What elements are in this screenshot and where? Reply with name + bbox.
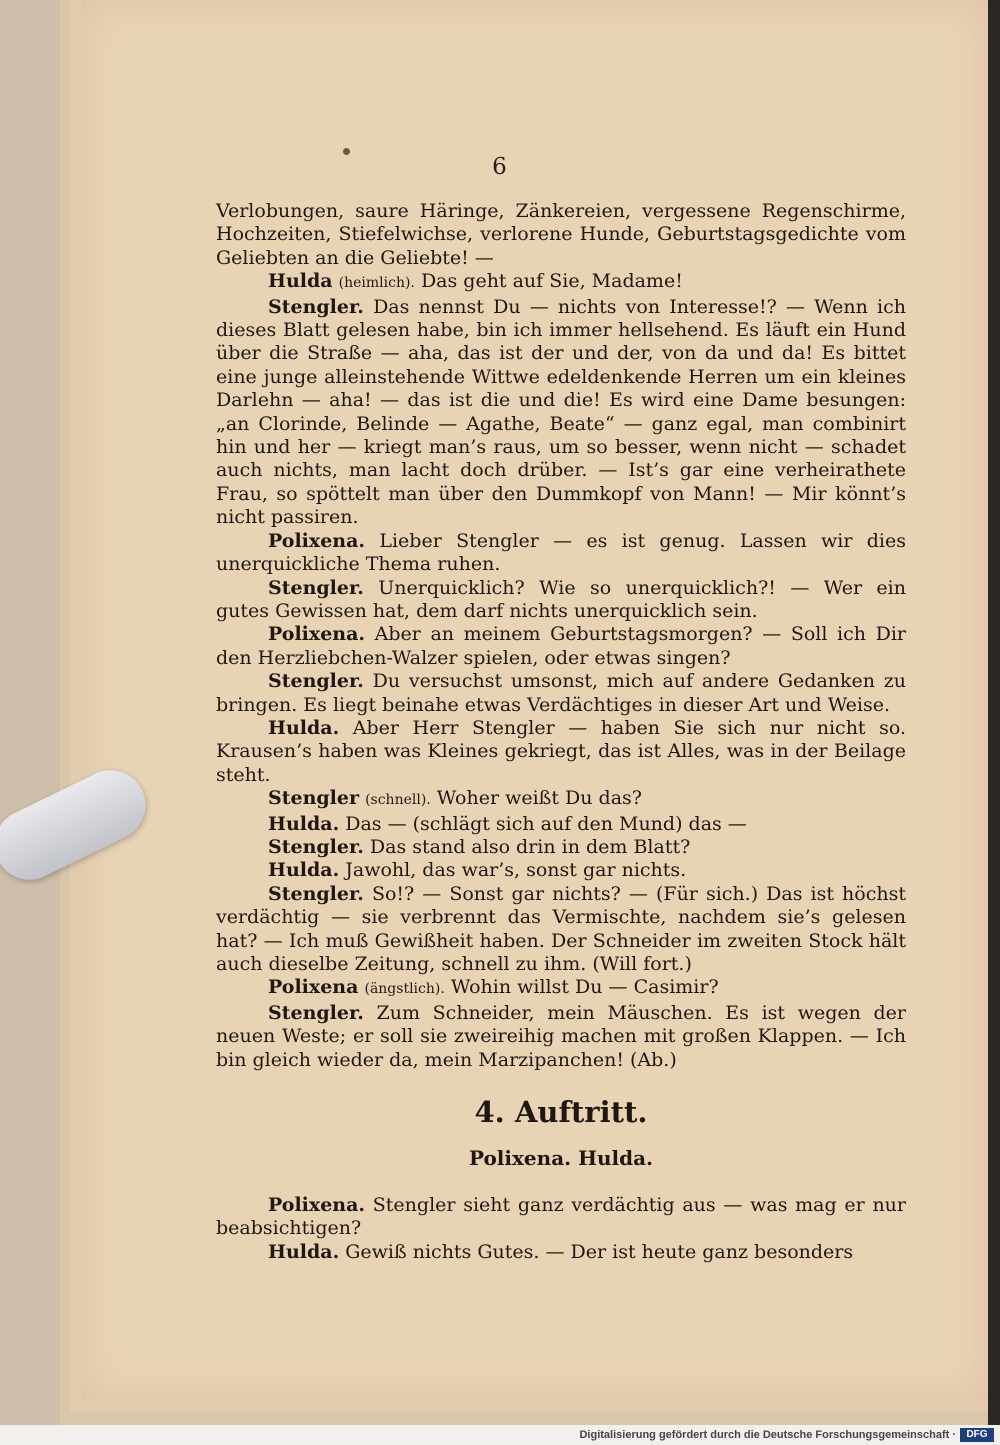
- footer-credit: Digitalisierung gefördert durch die Deutsche Forschungsgemeinschaft ·: [579, 1429, 956, 1441]
- dialogue-line: [216, 1194, 906, 1241]
- speaker-name: Stengler.: [268, 295, 364, 318]
- dialogue-text: Das stand also drin in dem Blatt?: [369, 835, 691, 858]
- dialogue-text: Stengler sieht ganz verdächtig aus — was mag er nur beabsichtigen?: [216, 1194, 906, 1240]
- dialogue-text: Lieber Stengler — es ist genug. Lassen wir dies unerquickliche Thema ruhen.: [216, 529, 906, 576]
- dialogue-text: Zum Schneider, mein Mäuschen. Es ist wegen der neuen Weste; er soll sie zweireihig machen mit großen Klappen. — Ich bin gleich wieder da, mein Marzipanchen! (Ab.): [216, 1001, 906, 1071]
- dialogue-line: [216, 296, 906, 530]
- dialogue-text: Unerquicklich? Wie so unerquicklich?! — Wer ein gutes Gewissen hat, dem darf nichts unerquicklich sein.: [216, 576, 906, 622]
- dialogue-line: [216, 883, 906, 977]
- speaker-name: Hulda: [268, 270, 333, 293]
- speaker-name: Stengler: [268, 787, 360, 810]
- speaker-name: Stengler.: [268, 835, 364, 858]
- stage-direction: (heimlich).: [338, 275, 415, 292]
- dialogue-line: [216, 976, 906, 1001]
- dialogue-text: Gewiß nichts Gutes. — Der ist heute ganz besonders: [345, 1240, 854, 1263]
- binding-strip: [988, 0, 1000, 1425]
- page-number: 6: [492, 154, 508, 180]
- dialogue-line: [216, 836, 906, 859]
- dfg-logo-icon: DFG: [960, 1428, 994, 1442]
- text-block: [216, 200, 906, 1264]
- speaker-name: Stengler.: [268, 1001, 364, 1024]
- dialogue-text: Das geht auf Sie, Madame!: [420, 270, 683, 293]
- dialogue-line: [216, 859, 906, 882]
- dialogue-text: Das — (schlägt sich auf den Mund) das —: [345, 812, 747, 835]
- speaker-name: Stengler.: [268, 670, 364, 693]
- paragraph: [216, 200, 906, 270]
- scene-heading: 4. Auftritt.: [474, 1095, 648, 1130]
- dialogue-text: Du versuchst umsonst, mich auf andere Gedanken zu bringen. Es liegt beinahe etwas Verdächtiges in dieser Art und Weise.: [216, 670, 906, 716]
- speaker-name: Polixena.: [268, 1194, 366, 1217]
- stage-direction: (ängstlich).: [364, 981, 445, 998]
- dialogue-text: So!? — Sonst gar nichts? — (Für sich.) Das ist höchst verdächtig — sie verbrennt das Vermischte, nachdem sie’s gelesen hat? — Ich muß Gewißheit haben. Der Schneider im zweiten Stock hält auch dieselbe Zeitung, schnell zu ihm. (Will fort.): [216, 882, 906, 975]
- dialogue-line: [216, 787, 906, 812]
- dialogue-line: [216, 1002, 906, 1072]
- dialogue-line: [216, 670, 906, 717]
- paragraph-text: Verlobungen, saure Häringe, Zänkereien, vergessene Regenschirme, Hochzeiten, Stiefelwichse, verlorene Hunde, Geburtstagsgedichte vom Geliebten an die Geliebte! —: [216, 200, 906, 269]
- dialogue-line: [216, 717, 906, 787]
- dialogue-text: Aber an meinem Geburtstagsmorgen? — Soll ich Dir den Herzliebchen-Walzer spielen, oder etwas singen?: [216, 623, 906, 669]
- scene-persons: Polixena. Hulda.: [468, 1146, 654, 1171]
- stage-direction: (schnell).: [365, 792, 431, 809]
- speaker-name: Hulda.: [268, 859, 340, 882]
- dialogue-line: [216, 270, 906, 295]
- speaker-name: Hulda.: [268, 716, 340, 739]
- dialogue-text: Jawohl, das war’s, sonst gar nichts.: [345, 859, 687, 882]
- dialogue-line: [216, 623, 906, 670]
- speaker-name: Hulda.: [268, 812, 340, 835]
- speaker-name: Polixena: [268, 976, 359, 999]
- speaker-name: Hulda.: [268, 1240, 340, 1263]
- speaker-name: Polixena.: [268, 529, 366, 552]
- dialogue-text: Das nennst Du — nichts von Interesse!? — Wenn ich dieses Blatt gelesen habe, bin ich immer hellsehend. Es läuft ein Hund über die Straße — aha, das ist der und der, von da und da! Es bittet eine junge alleinstehende Wittwe edeldenkende Herren um ein kleines Darlehn — aha! — das ist die und die! Es wird eine Dame besungen: „an Clorinde, Belinde — Agathe, Beate“ — ganz egal, man combinirt hin und her — kriegt man’s raus, um so besser, wenn nicht — schadet auch nichts, man lacht doch drüber. — Ist’s gar eine verheirathete Frau, so spöttelt man über den Dummkopf von Mann! — Mir könnt’s nicht passiren.: [216, 295, 906, 529]
- dialogue-text: Wohin willst Du — Casimir?: [450, 976, 719, 999]
- dialogue-text: Aber Herr Stengler — haben Sie sich nur nicht so. Krausen’s haben was Kleines gekriegt, das ist Alles, was in der Beilage steht.: [216, 716, 906, 786]
- dialogue-line: [216, 577, 906, 624]
- dialogue-line: [216, 813, 906, 836]
- dialogue-text: Woher weißt Du das?: [436, 787, 642, 810]
- speaker-name: Stengler.: [268, 576, 364, 599]
- speaker-name: Polixena.: [268, 623, 366, 646]
- speaker-name: Stengler.: [268, 882, 364, 905]
- dialogue-line: [216, 530, 906, 577]
- dialogue-line: [216, 1241, 906, 1264]
